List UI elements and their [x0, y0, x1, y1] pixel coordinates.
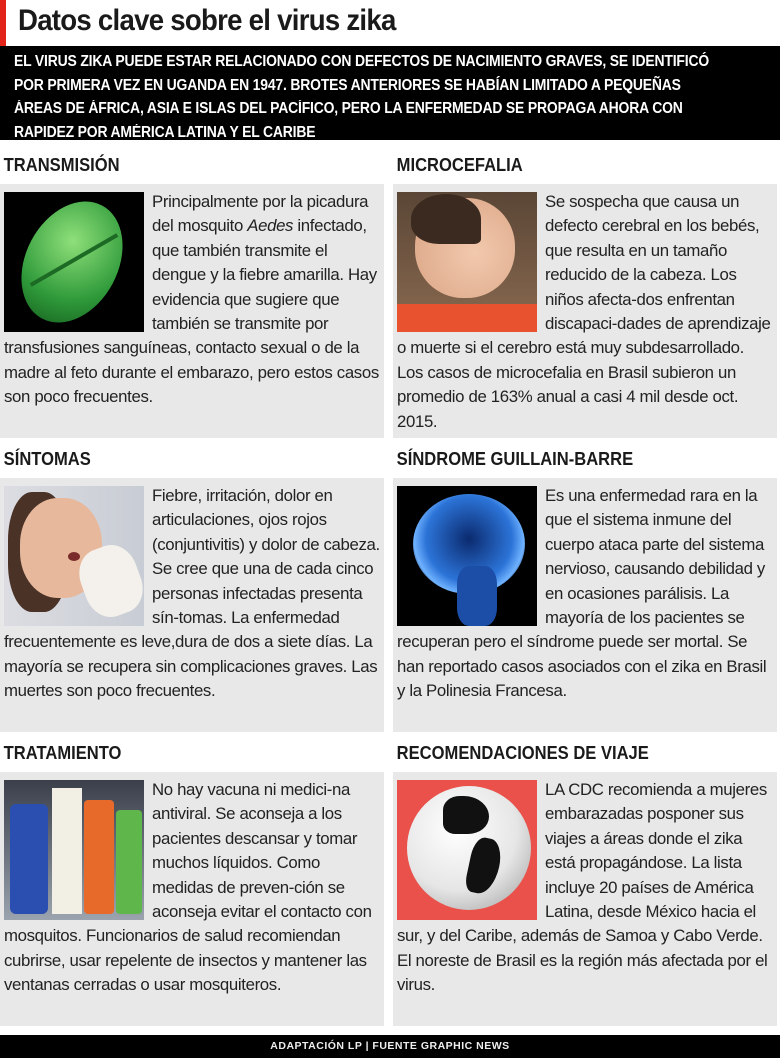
intro-line: POR PRIMERA VEZ EN UGANDA EN 1947. BROTES ANTERIORES SE HABÍAN LIMITADO A PEQUEÑAS [14, 76, 681, 94]
section-recomendaciones-de-viaje [393, 740, 777, 1026]
body-text: Se sospecha que causa un defecto cerebral en los bebés, que resulta en un tamaño reducido de la cabeza. Los niños afecta-dos enfrentan discapaci-dades de aprendizaje o muerte si el cerebro está muy subdesarrollado. Los casos de microcefalia en Brasil subieron un promedio de 163% anual a casi 4 mil desde oct. 2015. [397, 192, 771, 431]
section-heading: SÍNTOMAS [3, 449, 91, 469]
intro-line: EL VIRUS ZIKA PUEDE ESTAR RELACIONADO CON DEFECTOS DE NACIMIENTO GRAVES, SE IDENTIFICÓ [14, 53, 710, 70]
section-heading: RECOMENDACIONES DE VIAJE [396, 743, 649, 763]
brain-scan-image [397, 486, 537, 626]
sneezing-woman-image [4, 486, 144, 626]
body-text-italic: Aedes [247, 216, 294, 236]
virus-image [4, 192, 144, 332]
body-text: LA CDC recomienda a mujeres embarazadas posponer sus viajes a áreas donde el zika está propagándose. La lista incluye 20 países de América Latina, desde México hacia el sur, y del Caribe, además de Samoa y Cabo Verde. El noreste de Brasil es la región más afectada por el virus. [397, 780, 768, 995]
intro-line: RAPIDEZ POR AMÉRICA LATINA Y EL CARIBE [14, 123, 316, 141]
page-title: Datos clave sobre el virus zika [18, 4, 396, 37]
body-text: Es una enfermedad rara en la que el sistema inmune del cuerpo ataca parte del sistema nervioso, causando debilidad y en ocasiones parálisis. La mayoría de los pacientes se recuperan pero el síndrome puede ser mortal. Se han reportado casos asociados con el zika en Brasil y la Polinesia Francesa. [397, 486, 767, 701]
section-heading: TRANSMISIÓN [3, 155, 120, 175]
section-box [0, 772, 384, 1026]
body-text: Principalmente por la picadura del mosquito [152, 192, 369, 236]
section-transmision [0, 152, 384, 438]
body-text: infectado, que también transmite el dengue y la fiebre amarilla. Hay evidencia que sugiere que también se transmite por transfusiones sanguíneas, contacto sexual o de la madre al feto durante el embarazo, pero estos casos son poco frecuentes. [4, 216, 379, 407]
section-box [0, 184, 384, 438]
intro-line: ÁREAS DE ÁFRICA, ASIA E ISLAS DEL PACÍFICO, PERO LA ENFERMEDAD SE PROPAGA AHORA CON [14, 100, 683, 117]
section-sintomas [0, 446, 384, 732]
repellent-products-image [4, 780, 144, 920]
section-box [393, 184, 777, 438]
section-box [393, 478, 777, 732]
intro-band [0, 46, 780, 140]
section-microcefalia [393, 152, 777, 438]
globe-image [397, 780, 537, 920]
body-text: No hay vacuna ni medici-na antiviral. Se aconseja a los pacientes descansar y tomar muchos líquidos. Como medidas de preven-ción se aconseja evitar el contacto con mosquitos. Funcionarios de salud recomiendan cubrirse, usar repelente de insectos y mantener las ventanas cerradas o usar mosquiteros. [4, 780, 372, 995]
section-box [393, 772, 777, 1026]
section-heading: TRATAMIENTO [3, 743, 122, 763]
section-heading: SÍNDROME GUILLAIN-BARRE [396, 449, 634, 469]
body-text: Fiebre, irritación, dolor en articulaciones, ojos rojos (conjuntivitis) y dolor de cabeza. Se cree que una de cada cinco personas infectadas presenta sín-tomas. La enfermedad frecuentemente es leve,dura de dos a siete días. La mayoría se recupera sin complicaciones graves. Las muertes son poco frecuentes. [4, 486, 380, 701]
section-heading: MICROCEFALIA [396, 155, 523, 175]
accent-bar [0, 0, 6, 46]
section-tratamiento [0, 740, 384, 1026]
section-box [0, 478, 384, 732]
footer-credit: ADAPTACIÓN LP | FUENTE GRAPHIC NEWS [0, 1035, 780, 1058]
baby-image [397, 192, 537, 332]
section-sindrome-guillain-barre [393, 446, 777, 732]
